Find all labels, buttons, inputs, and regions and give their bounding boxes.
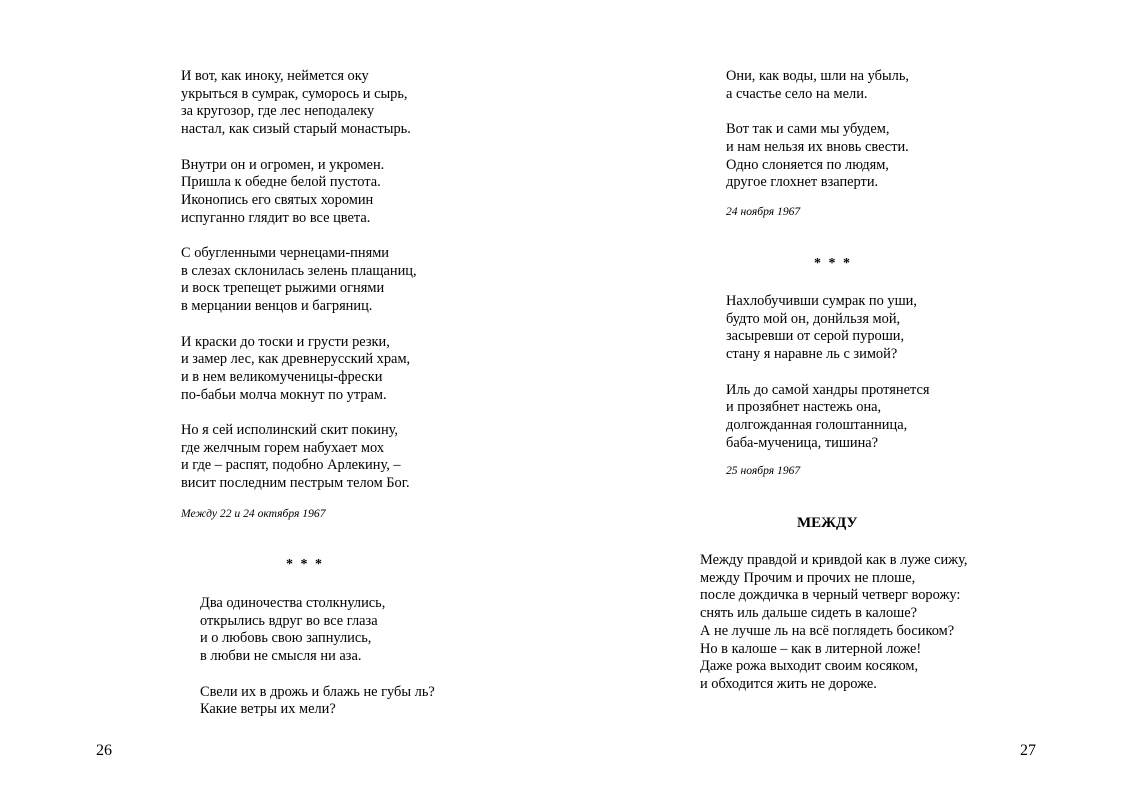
page-number: 27 [1020, 742, 1036, 759]
poem-line: Но в калоше – как в литерной ложе! [700, 640, 922, 657]
right-page [566, 0, 1132, 800]
poem-line: И краски до тоски и грусти резки, [181, 333, 390, 350]
poem-line: и прозябнет настежь она, [726, 399, 882, 416]
poem-line: А не лучше ль на всё поглядеть босиком? [700, 622, 955, 639]
poem-line: после дождичка в черный четверг ворожу: [700, 587, 961, 604]
poem-line: и нам нельзя их вновь свести. [726, 138, 909, 155]
poem-mezhdu [700, 552, 967, 694]
poem-title: МЕЖДУ [797, 515, 858, 531]
section-separator: * * * [814, 256, 852, 271]
poem-line: где желчным горем набухает мох [181, 439, 385, 456]
poem-line: между Прочим и прочих не плоше, [700, 569, 916, 586]
poem-line: Внутри он и огромен, и укромен. [181, 156, 385, 173]
poem-line: Между правдой и кривдой как в луже сижу, [700, 552, 968, 568]
stanza [181, 68, 417, 139]
poem-line: долгожданная голоштанница, [726, 416, 908, 433]
poem-date: 24 ноября 1967 [726, 205, 801, 218]
poem-line: и о любовь свою запнулись, [200, 630, 372, 647]
poem-line: в любви не смысля ни аза. [200, 648, 362, 665]
poem-line: в мерцании венцов и багряниц. [181, 298, 373, 315]
poem-line: стану я наравне ль с зимой? [726, 346, 898, 363]
stanza [700, 552, 967, 694]
stanza [200, 684, 435, 719]
poem-line: и в нем великомученицы-фрески [181, 368, 383, 385]
poem-line: и воск трепещет рыжими огнями [181, 280, 385, 297]
poem-line: а счастье село на мели. [726, 85, 868, 102]
poem-line: настал, как сизый старый монастырь. [181, 121, 411, 138]
poem-dva-odinochestva-continued [726, 68, 909, 192]
poem-line: Вот так и сами мы убудем, [726, 121, 890, 138]
poem-line: Иль до самой хандры протянется [726, 381, 930, 398]
poem-line: С обугленными чернецами-пнями [181, 245, 390, 261]
poem-line: Они, как воды, шли на убыль, [726, 68, 909, 84]
stanza [726, 293, 929, 364]
page-number: 26 [96, 742, 112, 759]
stanza [200, 595, 435, 666]
poem-line: баба-мученица, тишина? [726, 434, 879, 451]
poem-line: открылись вдруг во все глаза [200, 612, 378, 629]
poem-line: по-бабьи молча мокнут по утрам. [181, 386, 387, 403]
poem-line: в слезах склонилась зелень плащаниц, [181, 262, 417, 279]
poem-line: И вот, как иноку, неймется оку [181, 68, 369, 84]
stanza [726, 121, 909, 192]
poem-line: другое глохнет взаперти. [726, 174, 879, 191]
poem-ivot [181, 68, 417, 493]
poem-line: Даже рожа выходит своим косяком, [700, 658, 919, 675]
poem-line: и где – распят, подобно Арлекину, – [181, 457, 401, 474]
stanza [181, 422, 417, 493]
poem-line: и обходится жить не дороже. [700, 675, 877, 692]
poem-line: Одно слоняется по людям, [726, 156, 889, 173]
stanza [181, 157, 417, 228]
stanza [181, 245, 417, 316]
poem-line: Два одиночества столкнулись, [200, 595, 386, 611]
poem-nahlobuchivshi [726, 293, 929, 452]
poem-line: и замер лес, как древнерусский храм, [181, 351, 411, 368]
poem-line: Но я сей исполинский скит покину, [181, 422, 399, 438]
stanza [181, 334, 417, 405]
poem-date: 25 ноября 1967 [726, 464, 801, 477]
poem-line: снять иль дальше сидеть в калоше? [700, 605, 918, 622]
stanza [726, 382, 929, 453]
poem-line: засыревши от серой пуроши, [726, 328, 905, 345]
poem-line: Свели их в дрожь и блажь не губы ль? [200, 683, 435, 700]
stanza [726, 68, 909, 103]
poem-date: Между 22 и 24 октября 1967 [181, 507, 326, 520]
poem-line: Иконопись его святых хоромин [181, 191, 374, 208]
poem-dva-odinochestva [200, 595, 435, 719]
section-separator: * * * [286, 557, 324, 572]
poem-line: висит последним пестрым телом Бог. [181, 475, 410, 492]
poem-line: Нахлобучивши сумрак по уши, [726, 293, 917, 309]
poem-line: Какие ветры их мели? [200, 701, 336, 718]
poem-line: испуганно глядит во все цвета. [181, 209, 371, 226]
poem-line: будто мой он, донйльзя мой, [726, 310, 901, 327]
poem-line: за кругозор, где лес неподалеку [181, 103, 375, 120]
poem-line: Пришла к обедне белой пустота. [181, 174, 381, 191]
poem-line: укрыться в сумрак, суморось и сырь, [181, 85, 408, 102]
